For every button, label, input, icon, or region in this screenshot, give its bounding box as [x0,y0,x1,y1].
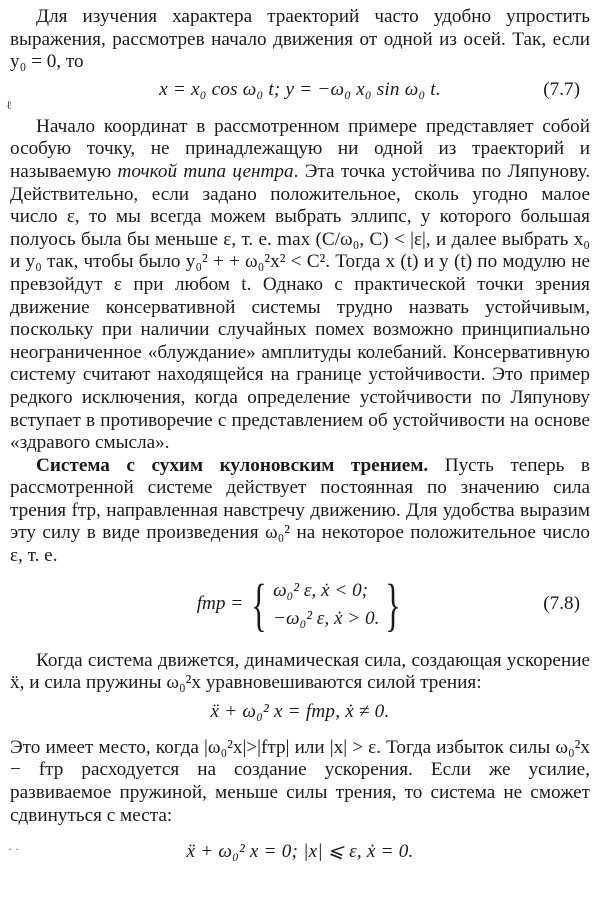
center-type-term: точкой типа центра [117,160,294,182]
right-brace: } [385,571,402,637]
paragraph-rest-condition: Это имеет место, когда |ω₀²x|>|fтр| или |x| > ε. Тогда избыток силы ω₀²x − fтр расходуется на создание ускорения. Если же усилие, развиваемое пружиной, меньше силы трения, то система не сможет сдвинуться с места: [10,736,590,826]
equation-7-8 [10,572,590,638]
paragraph-motion: Когда система движется, динамическая сила, создающая ускорение ẍ, и сила пружины ω₀²x уравновешиваются силой трения: [10,649,590,694]
equation-7-8-case-1: ω₀² ε, ẋ < 0; [273,579,369,601]
scan-speck: · · [8,842,19,856]
paragraph-dry-friction [10,455,590,568]
left-brace: { [251,571,267,637]
paragraph-center-point-part-b: . Эта точка устойчива по Ляпунову. Действительно, если задано положительное, сколь угодно малое число ε, то мы всегда можем выбрать эллипс, у которого большая полуось была бы меньше ε, т. е. max (C/ω₀, C) < |ε|, и далее выбрать x₀ и y₀ так, чтобы было y₀² + + ω₀²x² < C². Тогда x (t) и y (t) по модулю не превзойдут ε при любом t. Однако с практической точки зрения движение консервативной системы трудно назвать устойчивым, поскольку при наличии случайных помех возможно принципиально неограниченное «блуждание» амплитуды колебаний. Консервативную систему считают находящейся на границе устойчивости. Это пример редкого исключения, когда определение устойчивости по Ляпунову вступает в противоречие с представлением об устойчивости на основе «здравого смысла». [10,160,591,454]
equation-7-8-lhs: fтр = [196,593,244,615]
paragraph-intro: Для изучения характера траекторий часто удобно упростить выражения, рассмотрев начало движения от одной из осей. Так, если y₀ = 0, то [10,6,590,73]
equation-7-7 [10,76,590,106]
paragraph-center-point [10,116,590,455]
equation-7-7-number: (7.7) [543,79,580,101]
equation-7-8-case-2: −ω₀² ε, ẋ > 0. [273,607,380,629]
equation-motion-body: ẍ + ω₀² x = fтр, ẋ ≠ 0. [210,700,390,722]
equation-7-8-cases [269,577,383,633]
section-heading-dry-friction: Система с сухим кулоновским трением. [36,454,429,476]
scan-speck: ℓ [6,98,12,112]
equation-7-8-number: (7.8) [543,593,580,615]
equation-rest [10,837,590,867]
paragraph-dry-friction-body: Пусть теперь в рассмотренной системе действует постоянная по значению сила трения fтр, направленная навстречу движению. Для удобства выразим эту силу в виде произведения ω₀² на некоторое положительное число ε, т. е. [10,454,590,567]
equation-motion [10,697,590,727]
equation-rest-body: ẍ + ω₀² x = 0; |x| ⩽ ε, ẋ = 0. [186,840,414,862]
equation-7-7-body: x = x₀ cos ω₀ t; y = −ω₀ x₀ sin ω₀ t. [159,79,441,101]
paragraph-center-point-part-a: Начало координат в рассмотренном примере представляет собой особую точку, не принадлежащую ни одной из траекторий и называемую [10,115,590,182]
